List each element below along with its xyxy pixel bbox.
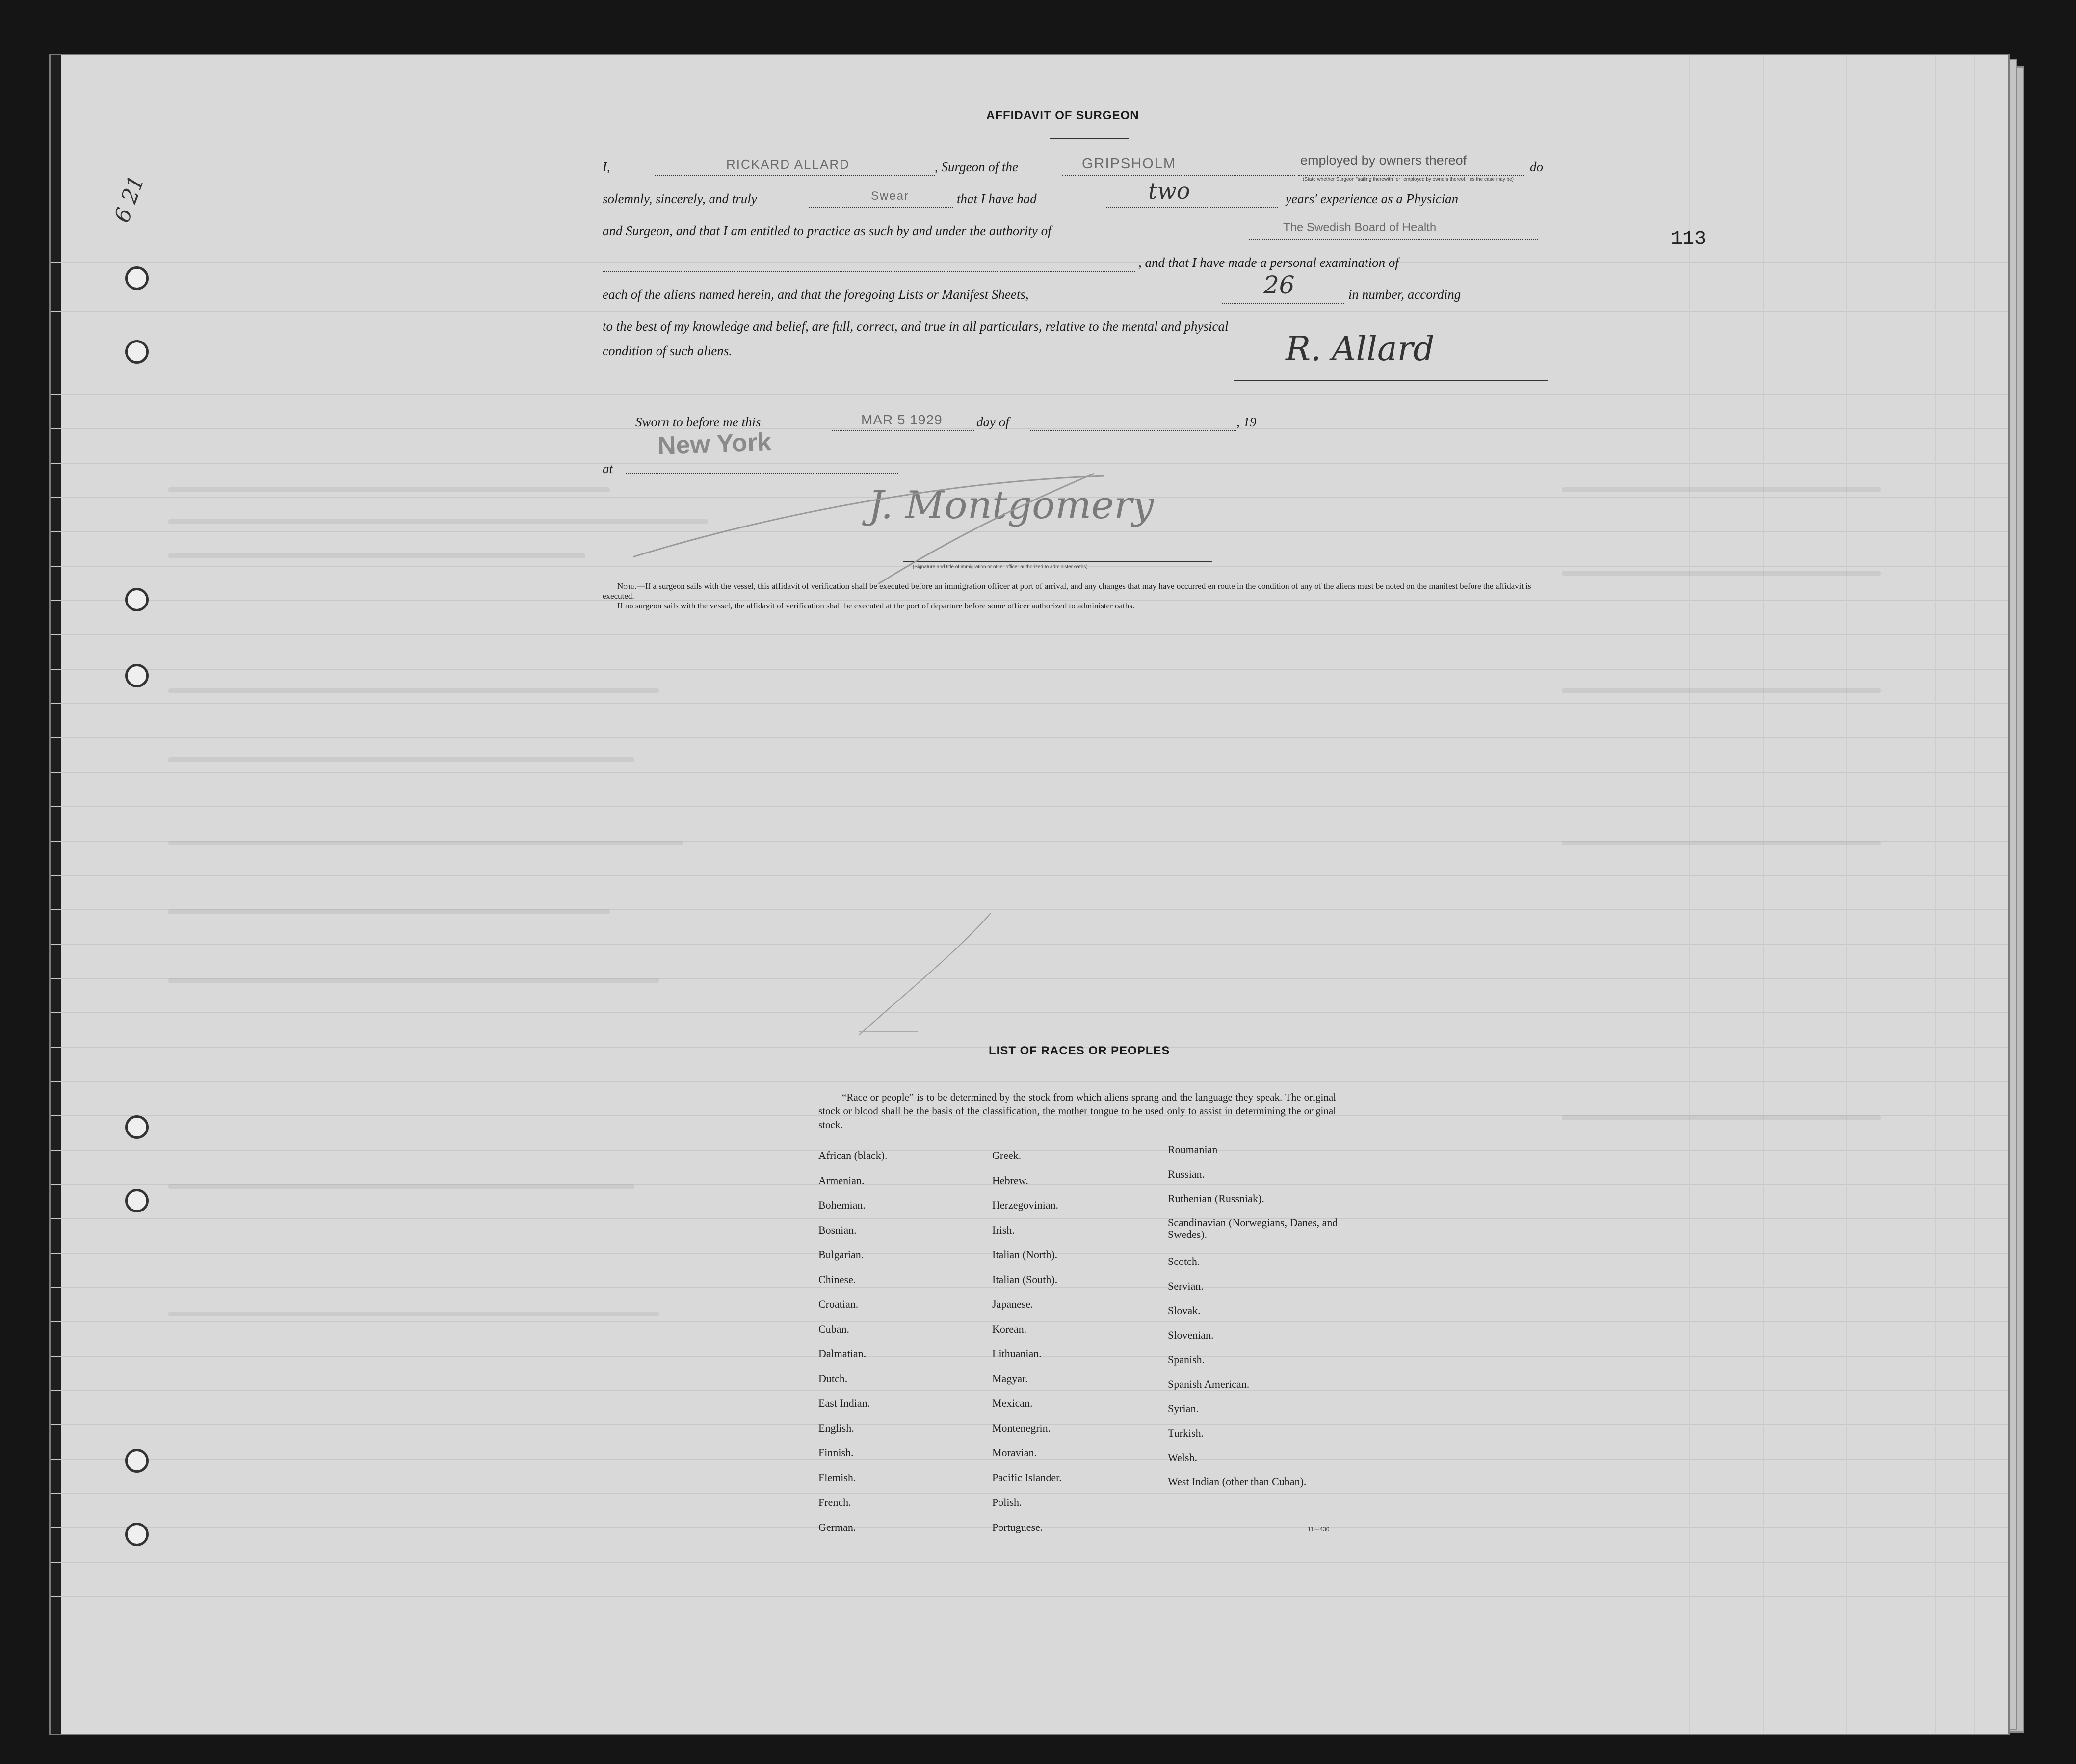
race-item: Korean. — [992, 1322, 1027, 1335]
ruled-line — [51, 463, 2008, 464]
race-item: Roumanian — [1168, 1143, 1218, 1156]
race-item: Dutch. — [818, 1372, 848, 1385]
race-item: Slovak. — [1168, 1304, 1201, 1316]
race-item: Finnish. — [818, 1447, 854, 1459]
bleed-through — [1562, 571, 1881, 576]
oath-line — [809, 207, 953, 208]
punch-hole — [125, 664, 149, 687]
ruled-line — [51, 311, 2008, 312]
bleed-through — [168, 553, 585, 558]
officer-caption: (Signature and title of immigration or other officer authorized to administer oaths) — [913, 564, 1088, 570]
sheet-count: 26 — [1263, 271, 1295, 299]
label-at: at — [603, 461, 613, 476]
employment-status: employed by owners thereof — [1300, 153, 1467, 168]
surgeon-name: RICKARD ALLARD — [726, 157, 850, 172]
pen-strokes — [564, 471, 1300, 1040]
bleed-through — [1562, 487, 1881, 492]
authority-continued-line — [603, 271, 1135, 272]
bleed-through — [1562, 1115, 1881, 1120]
oath-type: Swear — [871, 189, 910, 203]
race-item: German. — [818, 1521, 856, 1533]
race-item: Chinese. — [818, 1273, 856, 1286]
note-first-paragraph: —If a surgeon sails with the vessel, this affidavit of verification shall be executed before an immigration officer at port of arrival, and any changes that may have occurred en route in the condition of any of the aliens must be noted on the manifest before the affidavit is executed. — [603, 581, 1531, 601]
race-item: Polish. — [992, 1496, 1022, 1508]
race-item: Spanish. — [1168, 1353, 1205, 1366]
column-line — [1935, 55, 1936, 1734]
label-best-of: to the best of my knowledge and belief, are full, correct, and true in all particulars, relative to the mental and physical — [603, 319, 1229, 334]
label-personal-exam: , and that I have made a personal examination of — [1138, 255, 1399, 270]
race-item: Greek. — [992, 1149, 1022, 1161]
title-rule — [1050, 138, 1129, 139]
race-item: Portuguese. — [992, 1521, 1043, 1533]
label-condition: condition of such aliens. — [603, 343, 732, 358]
label-day-of: day of — [976, 415, 1009, 429]
column-line — [1974, 55, 1975, 1734]
years-experience: two — [1148, 178, 1190, 204]
officer-signature: J. Montgomery — [868, 483, 1154, 527]
race-item: French. — [818, 1496, 851, 1508]
label-in-number: in number, according — [1348, 287, 1461, 302]
race-item: Herzegovinian. — [992, 1199, 1058, 1211]
label-and-surgeon: and Surgeon, and that I am entitled to practice as such by and under the authority of — [603, 223, 1051, 238]
race-item: East Indian. — [818, 1397, 870, 1409]
race-item: Armenian. — [818, 1174, 865, 1186]
ship-line — [1062, 175, 1295, 176]
race-item: Bohemian. — [818, 1199, 866, 1211]
authority-name: The Swedish Board of Health — [1283, 221, 1437, 234]
label-years-exp: years' experience as a Physician — [1286, 191, 1459, 206]
ruled-line — [51, 1081, 2008, 1082]
races-column-1 — [818, 1143, 887, 1540]
bleed-through — [1562, 688, 1881, 693]
label-19: , 19 — [1236, 415, 1257, 429]
race-item: Scandinavian (Norwegians, Danes, and Swedes). — [1168, 1216, 1338, 1240]
label-i: I, — [603, 159, 610, 174]
punch-hole — [125, 1189, 149, 1212]
column-line — [1846, 55, 1847, 1734]
race-item: West Indian (other than Cuban). — [1168, 1475, 1307, 1488]
month-line — [1030, 430, 1236, 431]
form-number: 11—430 — [1308, 1526, 1330, 1533]
ruled-line — [51, 262, 2008, 263]
race-item: Japanese. — [992, 1298, 1033, 1310]
employment-line — [1298, 175, 1524, 176]
race-item: African (black). — [818, 1149, 888, 1161]
race-item: Ruthenian (Russniak). — [1168, 1192, 1264, 1205]
race-item: Welsh. — [1168, 1451, 1197, 1464]
race-item: Pacific Islander. — [992, 1471, 1062, 1484]
race-item: Spanish American. — [1168, 1378, 1250, 1390]
races-column-2 — [992, 1143, 1062, 1540]
page-number: 113 — [1671, 228, 1707, 250]
column-line — [1763, 55, 1764, 1734]
surgeon-signature: R. Allard — [1286, 330, 1435, 369]
note-second-paragraph: If no surgeon sails with the vessel, the affidavit of verification shall be executed at the port of departure before some officer authorized to administer oaths. — [617, 601, 1135, 610]
date-line — [832, 430, 974, 431]
punch-hole — [125, 1449, 149, 1473]
signature-line — [1234, 380, 1548, 381]
race-item: Irish. — [992, 1223, 1015, 1236]
years-line — [1106, 207, 1278, 208]
label-each-alien: each of the aliens named herein, and that the foregoing Lists or Manifest Sheets, — [603, 287, 1029, 302]
race-item: Croatian. — [818, 1298, 859, 1310]
ruled-line — [51, 1562, 2008, 1563]
label-surgeon-of: , Surgeon of the — [935, 159, 1018, 174]
race-item: Syrian. — [1168, 1402, 1199, 1415]
race-item: Scotch. — [1168, 1255, 1200, 1267]
bleed-through — [168, 1184, 634, 1189]
column-line — [1689, 55, 1690, 1734]
race-item: Mexican. — [992, 1397, 1033, 1409]
race-item: Italian (South). — [992, 1273, 1058, 1286]
binding-strip — [51, 55, 61, 1734]
race-item: Servian. — [1168, 1280, 1204, 1292]
ruled-line — [51, 394, 2008, 395]
race-item: Bosnian. — [818, 1223, 857, 1236]
race-item: Flemish. — [818, 1471, 856, 1484]
ruled-line — [51, 428, 2008, 429]
race-item: Bulgarian. — [818, 1248, 864, 1261]
bleed-through — [168, 487, 610, 492]
race-item: Dalmatian. — [818, 1347, 867, 1360]
punch-hole — [125, 340, 149, 364]
races-title: LIST OF RACES OR PEOPLES — [989, 1044, 1170, 1057]
bleed-through — [168, 909, 610, 914]
race-item: Italian (North). — [992, 1248, 1058, 1261]
bleed-through — [168, 1312, 659, 1316]
ruled-line — [51, 1596, 2008, 1597]
race-item: Slovenian. — [1168, 1329, 1214, 1341]
race-item: Montenegrin. — [992, 1422, 1051, 1434]
race-item: Moravian. — [992, 1447, 1037, 1459]
race-item: Turkish. — [1168, 1427, 1204, 1439]
race-item: English. — [818, 1422, 854, 1434]
label-sworn: Sworn to before me this — [635, 415, 761, 429]
label-solemnly: solemnly, sincerely, and truly — [603, 191, 757, 206]
ship-name: GRIPSHOLM — [1082, 156, 1177, 172]
punch-hole — [125, 1115, 149, 1139]
label-that-had: that I have had — [957, 191, 1037, 206]
sheets-line — [1222, 303, 1344, 304]
race-item: Magyar. — [992, 1372, 1028, 1385]
bleed-through — [1562, 841, 1881, 845]
race-item: Russian. — [1168, 1168, 1205, 1180]
date-stamp: MAR 5 1929 — [861, 412, 943, 427]
punch-hole — [125, 1523, 149, 1546]
authority-line — [1249, 239, 1538, 240]
punch-hole — [125, 588, 149, 611]
race-item: Cuban. — [818, 1322, 849, 1335]
race-item: Hebrew. — [992, 1174, 1028, 1186]
margin-pencil-note: 6 21 — [109, 172, 150, 226]
races-intro: “Race or people” is to be determined by the stock from which aliens sprang and the language they speak. The original stock or blood shall be the basis of the classification, the mother tongue to be used only to assist in determining the original stock. — [818, 1091, 1336, 1131]
note-lead: Note. — [617, 581, 637, 591]
affidavit-title: AFFIDAVIT OF SURGEON — [986, 109, 1139, 122]
place-stamp: New York — [657, 427, 772, 461]
punch-hole — [125, 266, 149, 290]
label-do: do — [1530, 159, 1543, 174]
employment-instruction: (State whether Surgeon "sailing therewith" or "employed by owners thereof," as the case may be) — [1303, 177, 1514, 182]
race-item: Lithuanian. — [992, 1347, 1042, 1360]
races-column-3 — [1168, 1143, 1344, 1505]
surgeon-name-line — [655, 175, 935, 176]
